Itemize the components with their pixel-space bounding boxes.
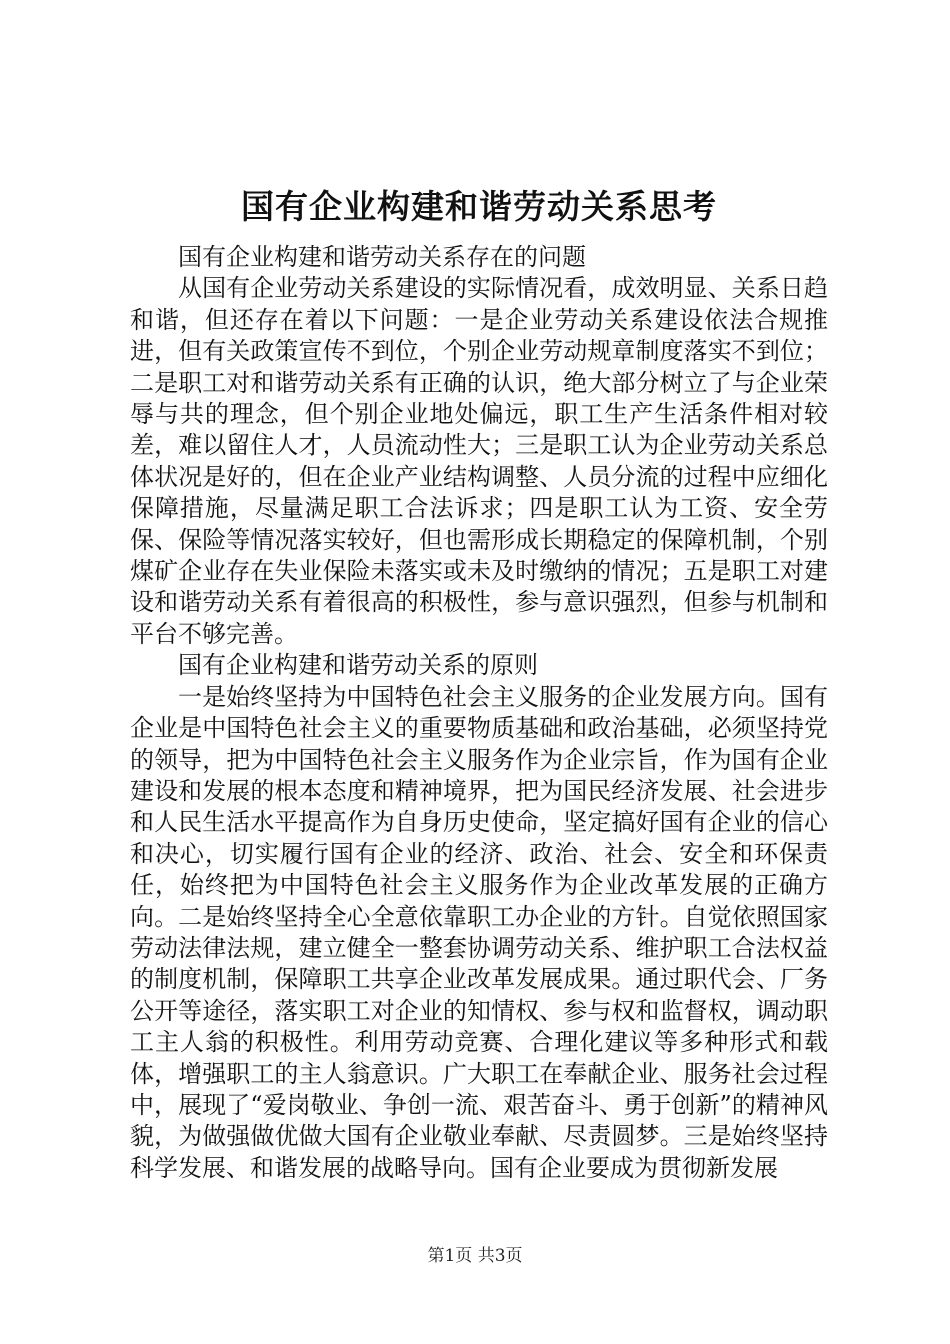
section-heading-problems: 国有企业构建和谐劳动关系存在的问题 [178,243,586,271]
section-paragraph-principles: 一是始终坚持为中国特色社会主义服务的企业发展方向。国有企业是中国特色社会主义的重要物质基础和政治基础，必须坚持党的领导，把为中国特色社会主义服务作为企业宗旨，作为国有企业建设和发展的根本态度和精神境界，把为国民经济发展、社会进步和人民生活水平提高作为自身历史使命，坚定搞好国有企业的信心和决心，切实履行国有企业的经济、政治、社会、安全和环保责任，始终把为中国特色社会主义服务作为企业改革发展的正确方向。二是始终坚持全心全意依靠职工办企业的方针。自觉依照国家劳动法律法规，建立健全一整套协调劳动关系、维护职工合法权益的制度机制，保障职工共享企业改革发展成果。通过职代会、厂务公开等途径，落实职工对企业的知情权、参与权和监督权，调动职工主人翁的积极性。利用劳动竞赛、合理化建议等多种形式和载体，增强职工的主人翁意识。广大职工在奉献企业、服务社会过程中，展现了“爱岗敬业、争创一流、艰苦奋斗、勇于创新”的精神风貌，为做强做优做大国有企业敬业奉献、尽责圆梦。三是始终坚持科学发展、和谐发展的战略导向。国有企业要成为贯彻新发展 [130,682,828,1182]
document-title: 国有企业构建和谐劳动关系思考 [241,187,717,226]
document-page [130,182,828,1184]
section-paragraph-problems: 从国有企业劳动关系建设的实际情况看，成效明显、关系日趋和谐，但还存在着以下问题：一是企业劳动关系建设依法合规推进，但有关政策宣传不到位，个别企业劳动规章制度落实不到位；二是职工对和谐劳动关系有正确的认识，绝大部分树立了与企业荣辱与共的理念，但个别企业地处偏远，职工生产生活条件相对较差，难以留住人才，人员流动性大；三是职工认为企业劳动关系总体状况是好的，但在企业产业结构调整、人员分流的过程中应细化保障措施，尽量满足职工合法诉求；四是职工认为工资、安全劳保、保险等情况落实较好，但也需形成长期稳定的保障机制，个别煤矿企业存在失业保险未落实或未及时缴纳的情况；五是职工对建设和谐劳动关系有着很高的积极性，参与意识强烈，但参与机制和平台不够完善。 [130,274,828,648]
page-number-footer: 第1页 共3页 [427,1246,523,1266]
section-heading-principles: 国有企业构建和谐劳动关系的原则 [178,651,538,680]
